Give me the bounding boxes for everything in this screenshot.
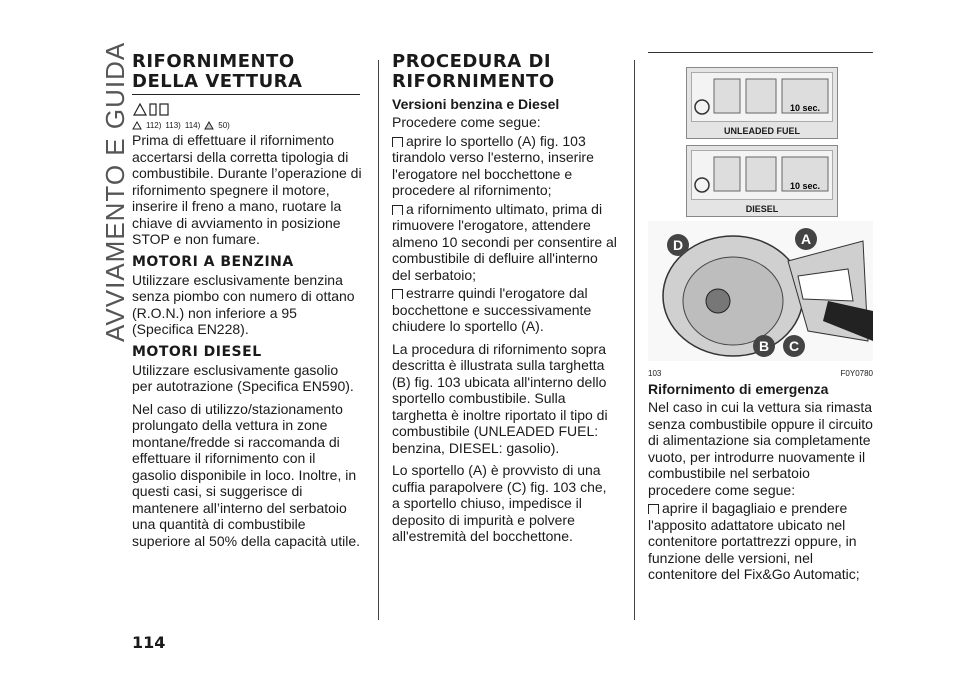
ref: 114) — [184, 121, 201, 130]
paragraph-diesel-2: Nel caso di utilizzo/stazionamento prolungato della vettura in zone montane/fredde si raccomanda di effettuare il rifornimento con il gasolio disponibile in loco. Inoltre, in questi casi, si suggerisce di mantenere all’interno del serbatoio una quantità di combustibile superiore al 50% della capacità utile. — [132, 400, 361, 549]
column-divider — [378, 60, 379, 620]
page-number: 114 — [132, 633, 166, 652]
list-item: a rifornimento ultimato, prima di rimuovere l'erogatore, attendere almeno 10 secondi per consentire al combustibile di defluire all'interno del serbatoio; — [392, 200, 617, 283]
column-divider — [634, 60, 635, 620]
panel-label: UNLEADED FUEL — [724, 126, 800, 136]
svg-text:10 sec.: 10 sec. — [790, 181, 821, 191]
section-title: PROCEDURA DI — [392, 51, 552, 72]
environment-icon — [204, 121, 214, 130]
refuel-steps-illustration — [692, 73, 832, 119]
heading-benzina: MOTORI A BENZINA — [132, 253, 294, 270]
fuel-warning-icon — [132, 101, 172, 117]
subtitle: Rifornimento di emergenza — [648, 381, 829, 397]
section-title: RIFORNIMENTO — [132, 51, 295, 72]
callout-c: C — [788, 338, 800, 354]
list-item: estrarre quindi l'erogatore dal bocchettone e successivamente chiudere lo sportello (A). — [392, 285, 592, 334]
ref: 50) — [218, 121, 230, 130]
list-item: aprire lo sportello (A) fig. 103 tirandolo verso l'esterno, inserire l'erogatore nel bocchettone e procedere al rifornimento; — [392, 132, 594, 198]
column-3 — [648, 52, 873, 585]
column-1 — [132, 52, 362, 555]
warning-triangle-icon — [132, 121, 142, 130]
list-item: aprire il bagagliaio e prendere l'apposito adattatore ubicato nel contenitore portattrezzi oppure, in funzione delle versioni, nel contenitore del Fix&Go Automatic; — [648, 500, 860, 582]
warning-refs — [132, 101, 362, 117]
bullet-icon — [392, 205, 403, 215]
bullet-icon — [648, 504, 659, 514]
svg-text:10 sec.: 10 sec. — [790, 103, 821, 113]
ref: 112) — [146, 121, 162, 130]
figure-103 — [648, 59, 873, 377]
paragraph: La procedura di rifornimento sopra descritta è illustrata sulla targhetta (B) fig. 103 ubicata all'interno dello sportello combustibile. Sulla targhetta è inoltre riportato il tipo di combustibile (UNLEADED FUEL: benzina, DIESEL: gasolio). — [392, 340, 608, 456]
panel-label: DIESEL — [745, 204, 779, 214]
section-side-title: AVVIAMENTO E GUIDA — [100, 41, 130, 342]
ref: 113) — [165, 121, 181, 130]
fuel-door-illustration — [648, 221, 873, 361]
figure-number: 103 — [648, 369, 662, 378]
figure-top-rule — [648, 52, 873, 53]
subtitle: Versioni benzina e Diesel — [392, 96, 560, 112]
figure-caption — [648, 369, 873, 378]
column-2 — [392, 52, 617, 551]
callout-a: A — [800, 231, 812, 247]
refuel-steps-illustration — [692, 151, 832, 197]
paragraph: Nel caso in cui la vettura sia rimasta senza combustibile oppure il circuito di alimentazione sia completamente vuoto, per introdurre nuovamente il combustibile nel serbatoio procedere come segue: — [648, 399, 873, 498]
intro-paragraph: Prima di effettuare il rifornimento accertarsi della corretta tipologia di combustibile. Durante l’operazione di rifornimento spegnere il motore, inserire il freno a mano, ruotare la chiave di avviamento in posizione STOP e non fumare. — [132, 132, 362, 247]
section-title: RIFORNIMENTO — [392, 71, 555, 92]
callout-b: B — [758, 338, 770, 354]
figure-code: F0Y0780 — [840, 369, 873, 378]
paragraph-diesel-1: Utilizzare esclusivamente gasolio per autotrazione (Specifica EN590). — [132, 361, 354, 394]
lead-text: Procedere come segue: — [392, 114, 541, 130]
label-panel-diesel — [686, 145, 838, 217]
heading-diesel: MOTORI DIESEL — [132, 343, 262, 360]
section-title: DELLA VETTURA — [132, 71, 303, 92]
bullet-icon — [392, 289, 403, 299]
paragraph-benzina: Utilizzare esclusivamente benzina senza piombo con numero di ottano (R.O.N.) non inferiore a 95 (Specifica EN228). — [132, 271, 355, 337]
reference-list — [132, 121, 362, 130]
callout-d: D — [672, 237, 684, 253]
label-panel-unleaded — [686, 67, 838, 139]
title-rule — [132, 94, 360, 95]
bullet-icon — [392, 137, 403, 147]
paragraph: Lo sportello (A) è provvisto di una cuffia parapolvere (C) fig. 103 che, a sportello chiuso, impedisce il deposito di impurità e polvere all'estremità del bocchettone. — [392, 462, 607, 544]
